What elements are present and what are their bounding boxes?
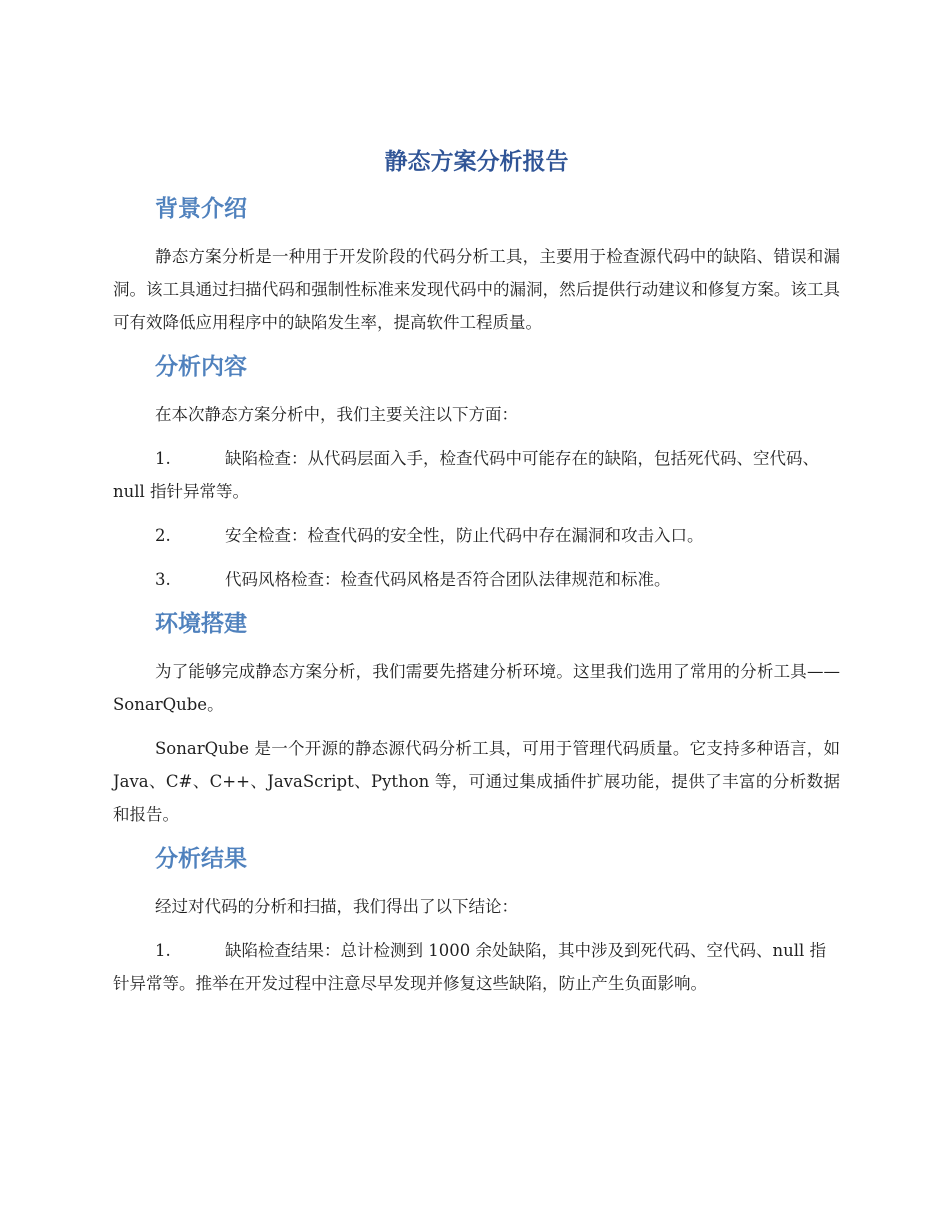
list-item [113,563,840,596]
document-page [113,140,840,1011]
list-item [113,442,840,508]
list-text: 缺陷检查结果：总计检测到 1000 余处缺陷，其中涉及到死代码、空代码、null 指针异常等。推举在开发过程中注意尽早发现并修复这些缺陷，防止产生负面影响。 [113,941,827,993]
list-text: 安全检查：检查代码的安全性，防止代码中存在漏洞和攻击入口。 [225,526,704,545]
list-text: 代码风格检查：检查代码风格是否符合团队法律规范和标准。 [225,570,671,589]
list-number: 2. [155,526,171,545]
paragraph: 为了能够完成静态方案分析，我们需要先搭建分析环境。这里我们选用了常用的分析工具——SonarQube。 [113,662,840,714]
paragraph: 静态方案分析是一种用于开发阶段的代码分析工具，主要用于检查源代码中的缺陷、错误和漏洞。该工具通过扫描代码和强制性标准来发现代码中的漏洞，然后提供行动建议和修复方案。该工具可有效降低应用程序中的缺陷发生率，提高软件工程质量。 [113,247,840,332]
list-item [113,519,840,552]
paragraph-intro: 在本次静态方案分析中，我们主要关注以下方面： [155,405,518,424]
section-heading-analysis-content: 分析内容 [155,354,247,380]
section-heading-background: 背景介绍 [155,196,247,222]
list-text: 缺陷检查：从代码层面入手，检查代码中可能存在的缺陷，包括死代码、空代码、null 指针异常等。 [113,449,819,501]
section-heading-environment: 环境搭建 [155,611,247,637]
list-number: 3. [155,570,171,589]
document-title: 静态方案分析报告 [384,149,569,175]
section-heading-analysis-results: 分析结果 [155,846,247,872]
list-number: 1. [155,449,171,468]
list-item [113,934,840,1000]
paragraph: SonarQube 是一个开源的静态源代码分析工具，可用于管理代码质量。它支持多种语言，如 Java、C#、C++、JavaScript、Python 等，可通过集成插件扩展功能，提供了丰富的分析数据和报告。 [113,739,840,824]
paragraph-intro: 经过对代码的分析和扫描，我们得出了以下结论： [155,897,518,916]
list-number: 1. [155,941,171,960]
